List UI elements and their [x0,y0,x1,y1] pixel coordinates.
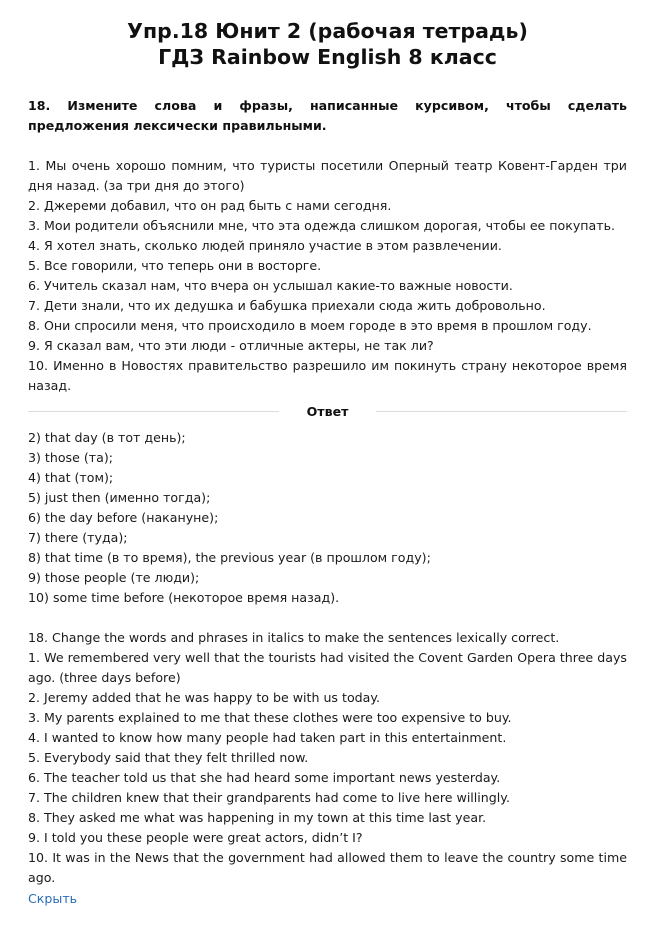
answer-item: 7) there (туда); [28,530,128,545]
answer-item: 9) those people (те люди); [28,570,200,585]
answer-item: 8) that time (в то время), the previous year (в прошлом году); [28,550,431,565]
answer-item: 5) just then (именно тогда); [28,490,211,505]
russian-sentence: 3. Мои родители объяснили мне, что эта одежда слишком дорогая, чтобы ее покупать. [28,218,616,233]
task-instruction: 18. Измените слова и фразы, написанные курсивом, чтобы сделать предложения лексически правильными. [28,98,627,133]
hide-answer-link[interactable]: Скрыть [28,891,78,906]
english-sentence: 2. Jeremy added that he was happy to be with us today. [28,690,381,705]
english-sentence: 9. I told you these people were great actors, didn’t I? [28,830,363,845]
english-sentence: 3. My parents explained to me that these clothes were too expensive to buy. [28,710,512,725]
english-sentence: 10. It was in the News that the government had allowed them to leave the country some time ago. [28,850,627,885]
divider-rule-left [28,411,279,412]
russian-sentence: 9. Я сказал вам, что эти люди - отличные актеры, не так ли? [28,338,434,353]
russian-sentence: 2. Джереми добавил, что он рад быть с нами сегодня. [28,198,392,213]
title-line-1: Упр.18 Юнит 2 (рабочая тетрадь) [127,19,528,43]
russian-sentence-list [28,156,627,396]
english-sentence: 4. I wanted to know how many people had taken part in this entertainment. [28,730,507,745]
russian-sentence: 6. Учитель сказал нам, что вчера он услышал какие-то важные новости. [28,278,513,293]
answer-item: 3) those (та); [28,450,113,465]
title-line-2: ГДЗ Rainbow English 8 класс [158,45,497,69]
russian-sentence: 5. Все говорили, что теперь они в восторге. [28,258,322,273]
answer-item: 4) that (том); [28,470,114,485]
english-sentence: 8. They asked me what was happening in my town at this time last year. [28,810,487,825]
answer-list [28,428,627,608]
page-title [28,18,627,70]
answer-item: 6) the day before (накануне); [28,510,219,525]
english-sentence: 1. We remembered very well that the tourists had visited the Covent Garden Opera three days ago. (three days before) [28,650,627,685]
russian-sentence: 7. Дети знали, что их дедушка и бабушка приехали сюда жить добровольно. [28,298,546,313]
english-sentence: 18. Change the words and phrases in italics to make the sentences lexically correct. [28,630,560,645]
answer-item: 2) that day (в тот день); [28,430,186,445]
answer-divider [28,401,627,421]
english-sentence-list [28,628,627,888]
english-sentence: 5. Everybody said that they felt thrilled now. [28,750,309,765]
russian-sentence: 8. Они спросили меня, что происходило в моем городе в это время в прошлом году. [28,318,592,333]
divider-rule-right [376,411,627,412]
answer-heading: Ответ [306,403,349,419]
russian-sentence: 10. Именно в Новостях правительство разрешило им покинуть страну некоторое время назад. [28,358,627,393]
answer-item: 10) some time before (некоторое время назад). [28,590,340,605]
russian-sentence: 4. Я хотел знать, сколько людей приняло участие в этом развлечении. [28,238,502,253]
english-sentence: 7. The children knew that their grandparents had come to live here willingly. [28,790,510,805]
english-sentence: 6. The teacher told us that she had heard some important news yesterday. [28,770,501,785]
russian-sentence: 1. Мы очень хорошо помним, что туристы посетили Оперный театр Ковент-Гарден три дня назад. (за три дня до этого) [28,158,627,193]
